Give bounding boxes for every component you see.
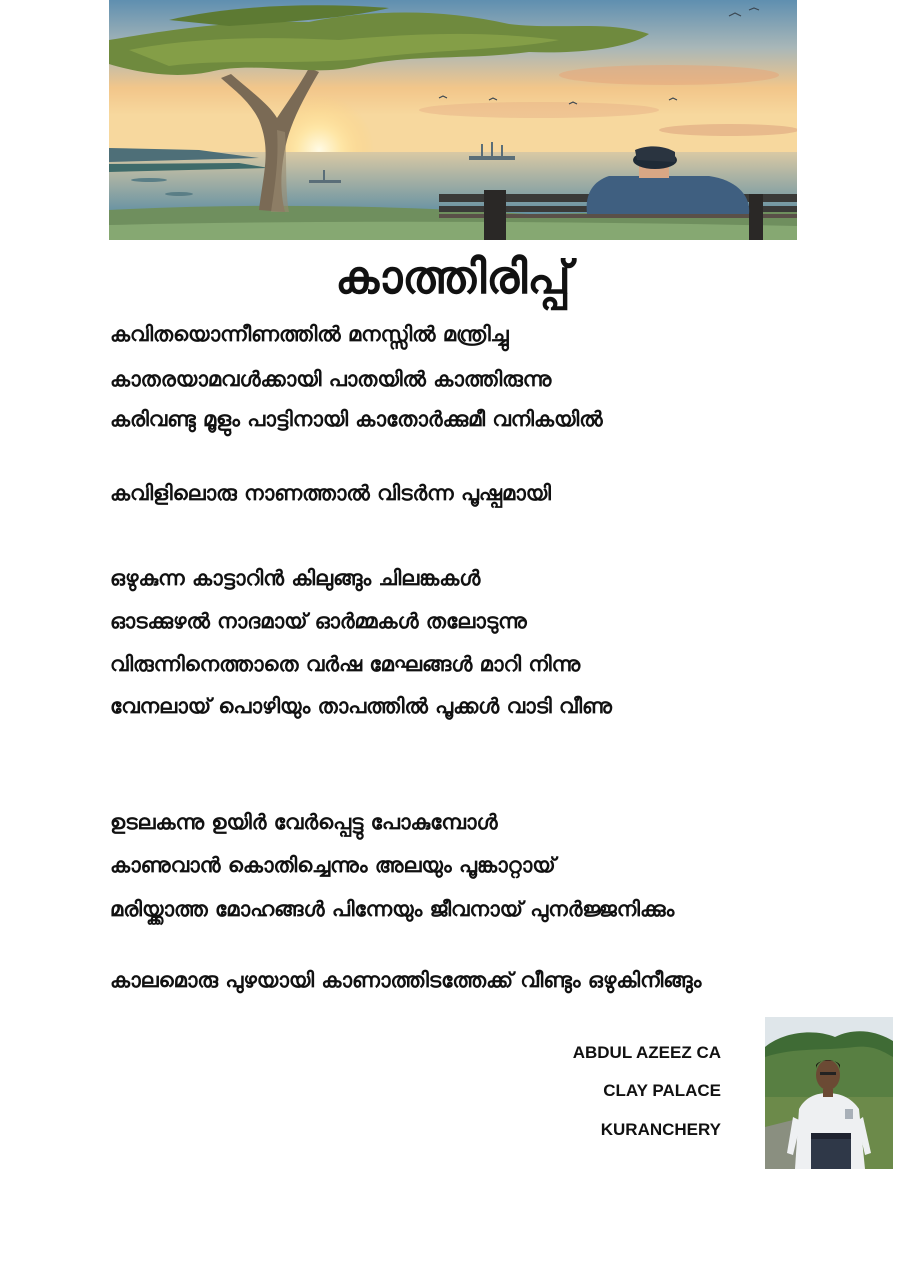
poem-line: കാതരയാമവൾക്കായി പാതയിൽ കാത്തിരുന്നു xyxy=(110,367,552,391)
poem-line: വേനലായ് പൊഴിയും താപത്തിൽ പൂക്കൾ വാടി വീണു xyxy=(110,694,612,718)
author-name: ABDUL AZEEZ CA xyxy=(572,1043,721,1062)
poem-line: കാലമൊരു പുഴയായി കാണാത്തിടത്തേക്ക് വീണ്ടും ഒഴുകിനീങ്ങും xyxy=(110,968,702,992)
author-photo xyxy=(765,1017,893,1169)
poem-title: കാത്തിരിപ്പ് xyxy=(335,250,571,304)
poem-line: കാണുവാൻ കൊതിച്ചെന്നും അലയും പൂങ്കാറ്റായ് xyxy=(110,853,556,877)
poem-line: ഒഴുകുന്ന കാട്ടാറിൻ കിലുങ്ങും ചിലങ്കകൾ xyxy=(110,566,481,590)
hero-illustration xyxy=(109,0,797,240)
poem-line: ഓടക്കുഴൽ നാദമായ് ഓർമ്മകൾ തലോടുന്നു xyxy=(110,609,527,633)
poem-line: കവിളിലൊരു നാണത്താൽ വിടർന്ന പൂഷ്പമായി xyxy=(110,481,551,505)
author-address-line2: KURANCHERY xyxy=(600,1120,721,1139)
poem-line: കരിവണ്ടു മൂളും പാട്ടിനായി കാതോർക്കുമീ വനികയിൽ xyxy=(110,407,603,431)
poem-line: വിരുന്നിനെത്താതെ വർഷ മേഘങ്ങൾ മാറി നിന്നു xyxy=(110,652,581,676)
poem-line: ഉടലകന്നു ഉയിർ വേർപ്പെട്ടു പോകുമ്പോൾ xyxy=(110,810,498,834)
poem-line: കവിതയൊന്നീണത്തിൽ മനസ്സിൽ മന്ത്രിച്ചു xyxy=(110,322,509,346)
author-address-line1: CLAY PALACE xyxy=(603,1081,721,1100)
poem-line: മരിയ്ക്കാത്ത മോഹങ്ങൾ പിന്നേയും ജീവനായ് പുനർജ്ജനിക്കും xyxy=(110,897,675,921)
